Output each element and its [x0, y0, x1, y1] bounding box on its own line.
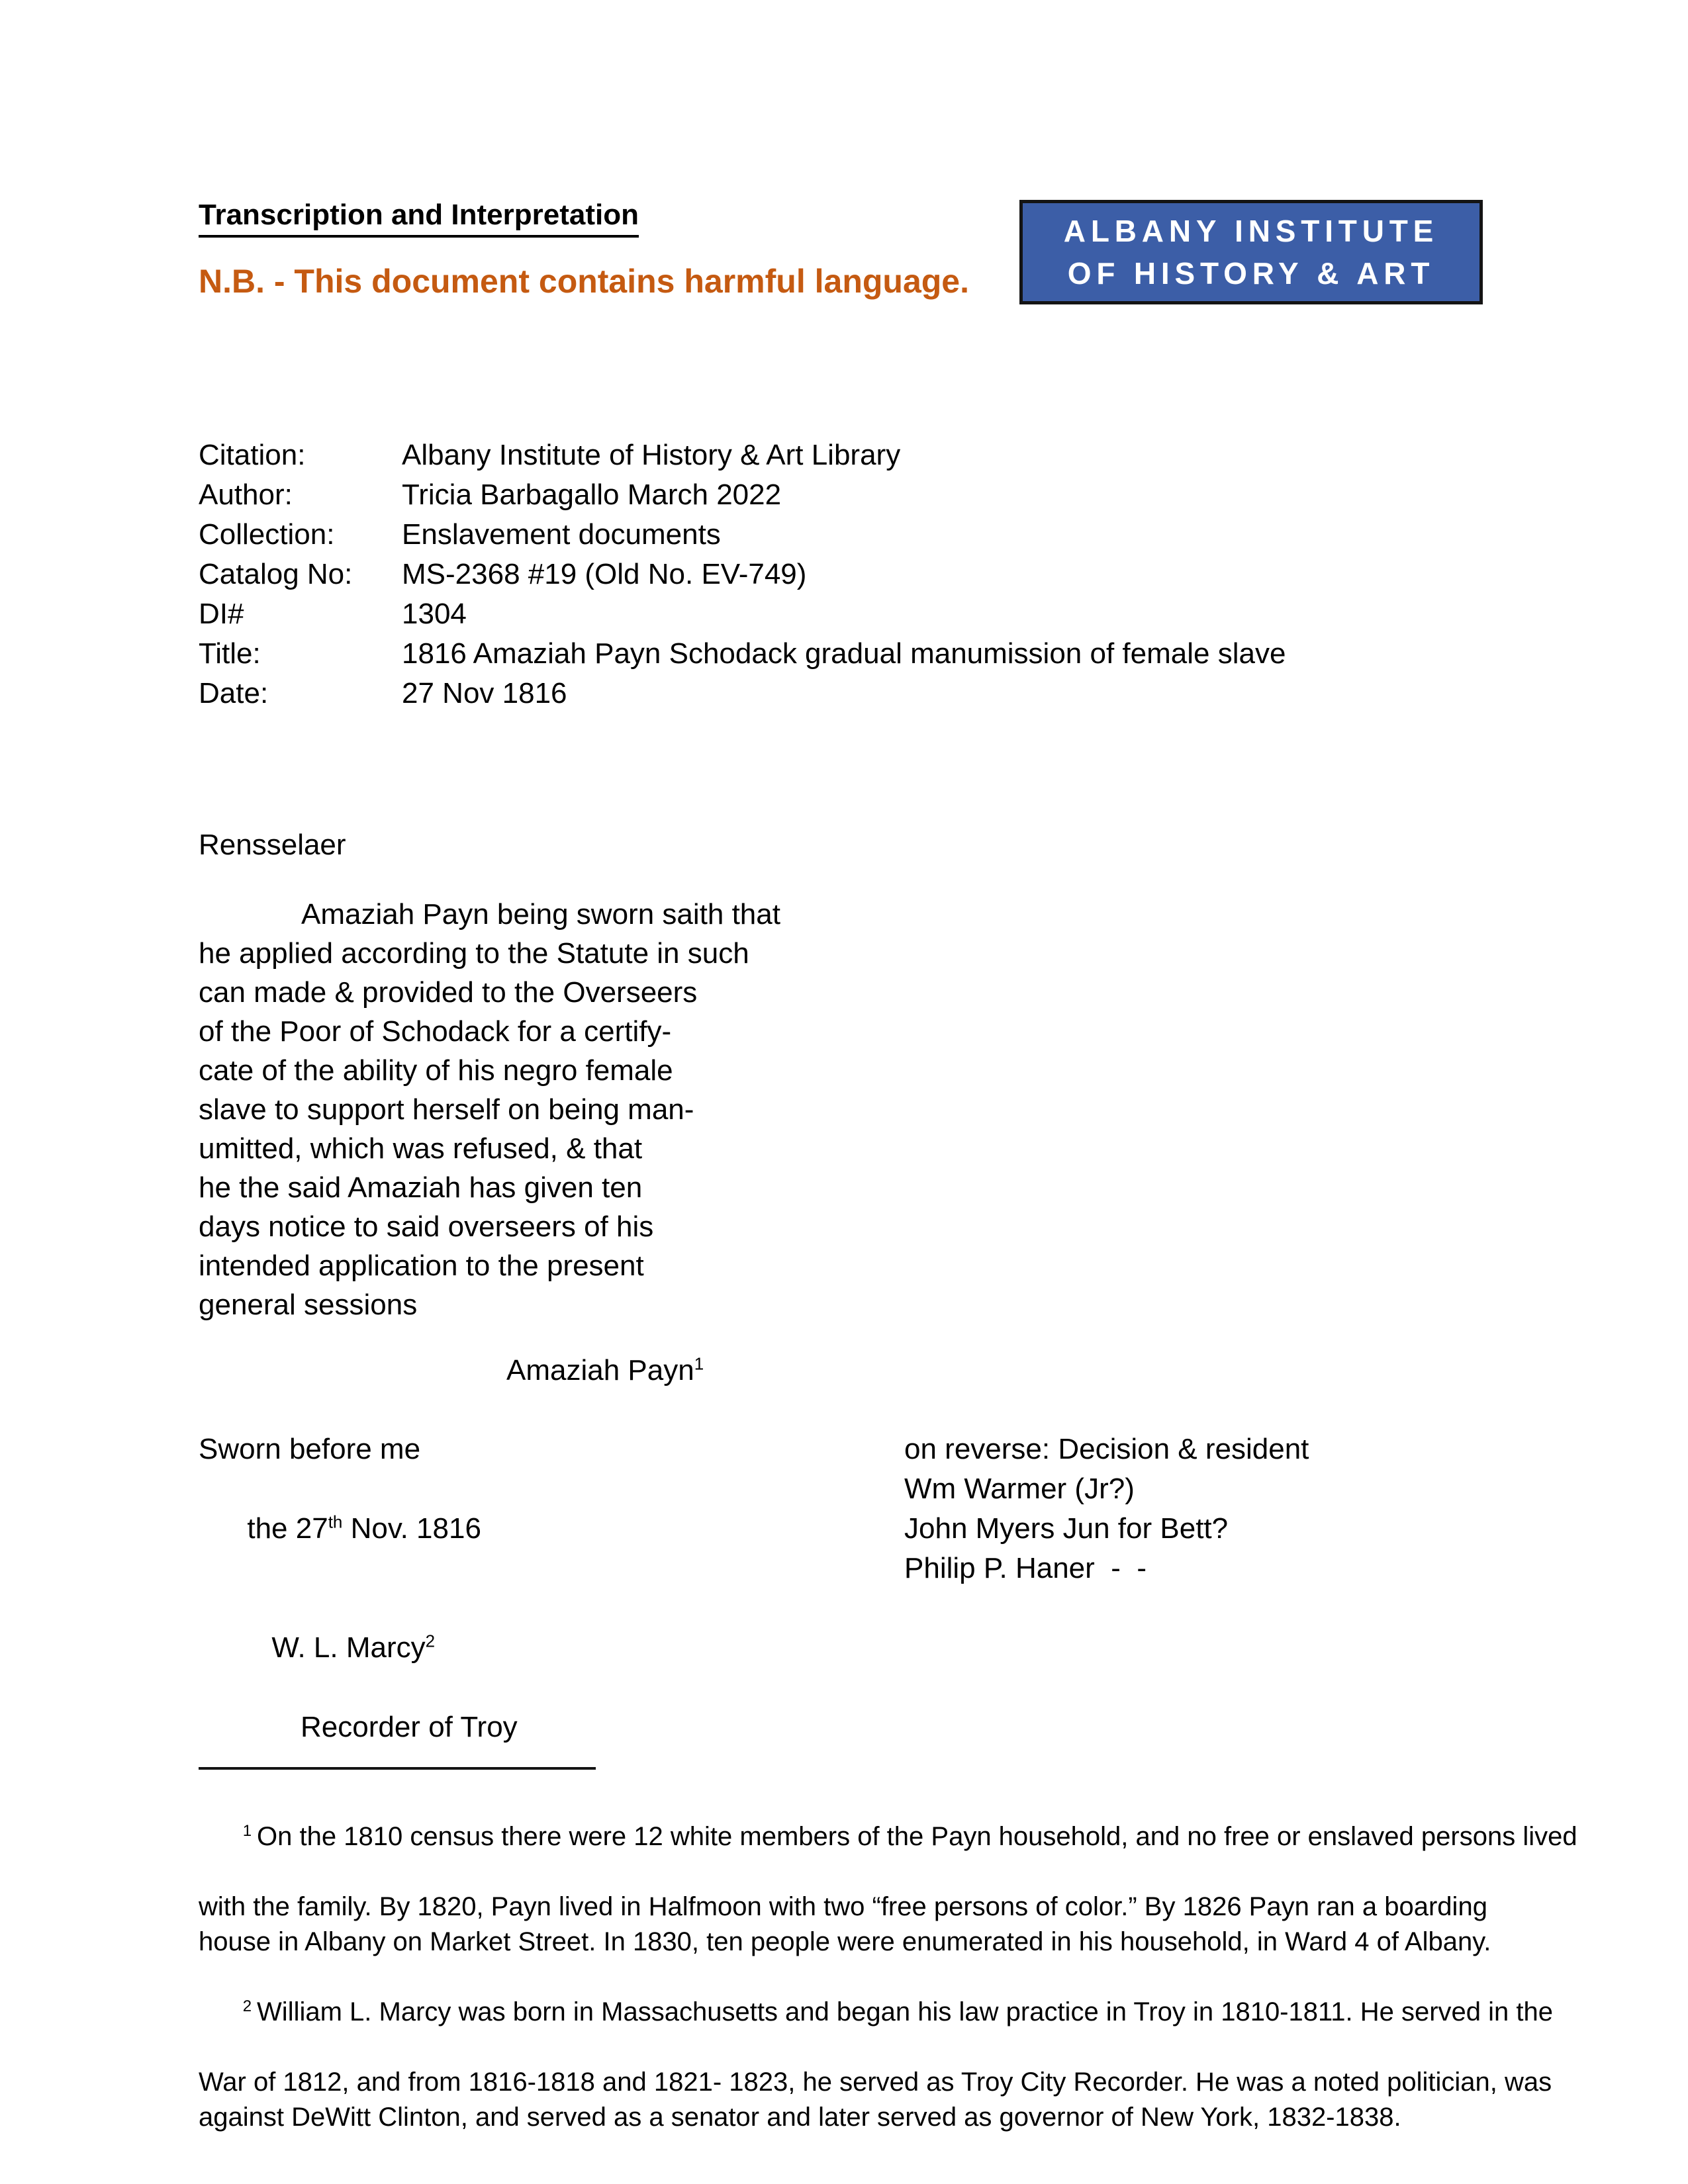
footnote-ref-2: 2 [425, 1631, 436, 1651]
citation-value: 27 Nov 1816 [402, 677, 567, 709]
attestation-left [199, 1430, 518, 1747]
signature-line [506, 1354, 704, 1387]
reverse-note-line: Wm Warmer (Jr?) [904, 1473, 1135, 1505]
footnote-1-line [199, 1784, 1577, 1889]
citation-label: Catalog No: [199, 558, 353, 590]
transcription-line: general sessions [199, 1289, 418, 1321]
citation-value: 1816 Amaziah Payn Schodack gradual manumission of female slave [402, 637, 1286, 670]
citation-row [199, 634, 1286, 674]
attestation-line: Sworn before me [199, 1433, 421, 1465]
citation-row [199, 435, 1286, 475]
footnote-2-line [199, 1960, 1554, 2065]
footnote-1-line: with the family. By 1820, Payn lived in Halfmoon with two “free persons of color.” By 1826 Payn ran a boarding [199, 1892, 1487, 1921]
transcription-line: days notice to said overseers of his [199, 1210, 654, 1243]
attestation-date-post: Nov. 1816 [342, 1512, 481, 1545]
official-name: W. L. Marcy [271, 1631, 426, 1664]
citation-row [199, 594, 1286, 634]
reverse-note-line: Philip P. Haner - - [904, 1552, 1147, 1584]
transcription-line: Amaziah Payn being sworn saith that [301, 898, 780, 931]
citation-value: Enslavement documents [402, 518, 721, 551]
footnote-1-line: house in Albany on Market Street. In 1830, ten people were enumerated in his household, in Ward 4 of Albany. [199, 1927, 1491, 1956]
citation-row [199, 555, 1286, 594]
transcription-line: intended application to the present [199, 1250, 644, 1282]
footnote-2-line: against DeWitt Clinton, and served as a senator and later served as governor of New York, 1832-1838. [199, 2103, 1401, 2132]
citation-value: Albany Institute of History & Art Library [402, 439, 901, 471]
albany-institute-logo [1019, 200, 1483, 304]
attestation-line: Recorder of Troy [301, 1711, 518, 1743]
harmful-language-notice: N.B. - This document contains harmful language. [199, 263, 969, 300]
footnote-separator [199, 1767, 596, 1770]
attestation-line [199, 1588, 518, 1707]
citation-label: Collection: [199, 518, 335, 551]
ordinal-suffix: th [328, 1512, 343, 1532]
transcription-line: of the Poor of Schodack for a certify- [199, 1015, 672, 1048]
citation-row [199, 475, 1286, 515]
page-title-text: Transcription and Interpretation [199, 199, 639, 238]
citation-block [199, 435, 1286, 713]
transcription-line: cate of the ability of his negro female [199, 1054, 673, 1087]
footnote-2-marker: 2 [242, 1997, 252, 2015]
footnote-2-line: War of 1812, and from 1816-1818 and 1821- 1823, he served as Troy City Recorder. He was a noted politician, was [199, 2068, 1552, 2097]
footnote-1-marker: 1 [242, 1821, 252, 1840]
citation-row [199, 515, 1286, 555]
attestation-line [199, 1469, 518, 1588]
attestation-date-pre: the 27 [247, 1512, 328, 1545]
citation-row [199, 674, 1286, 713]
citation-value: 1304 [402, 598, 467, 630]
logo-line-2: OF HISTORY & ART [1067, 256, 1435, 291]
citation-label: Citation: [199, 439, 306, 471]
logo-line-1: ALBANY INSTITUTE [1063, 214, 1439, 248]
citation-value: MS-2368 #19 (Old No. EV-749) [402, 558, 807, 590]
location-heading: Rensselaer [199, 829, 346, 861]
citation-value: Tricia Barbagallo March 2022 [402, 478, 782, 511]
reverse-note-line: John Myers Jun for Bett? [904, 1512, 1229, 1545]
transcription-line: can made & provided to the Overseers [199, 976, 698, 1009]
transcription-line: slave to support herself on being man- [199, 1093, 694, 1126]
citation-label: DI# [199, 598, 244, 630]
page-title [199, 199, 639, 238]
footnotes [199, 1784, 1577, 2135]
transcription-body [199, 895, 780, 1324]
footnote-ref-1: 1 [694, 1353, 704, 1374]
transcription-line: umitted, which was refused, & that [199, 1132, 643, 1165]
citation-label: Author: [199, 478, 293, 511]
signature-name: Amaziah Payn [506, 1354, 694, 1387]
attestation-right [904, 1430, 1309, 1588]
citation-label: Date: [199, 677, 269, 709]
transcription-line: he the said Amaziah has given ten [199, 1171, 643, 1204]
transcription-line: he applied according to the Statute in such [199, 937, 749, 970]
citation-label: Title: [199, 637, 261, 670]
reverse-note-line: on reverse: Decision & resident [904, 1433, 1309, 1465]
footnote-text: William L. Marcy was born in Massachusetts and began his law practice in Troy in 1810-1811. He served in the [257, 1997, 1554, 2026]
footnote-text: On the 1810 census there were 12 white members of the Payn household, and no free or enslaved persons lived [257, 1822, 1577, 1851]
